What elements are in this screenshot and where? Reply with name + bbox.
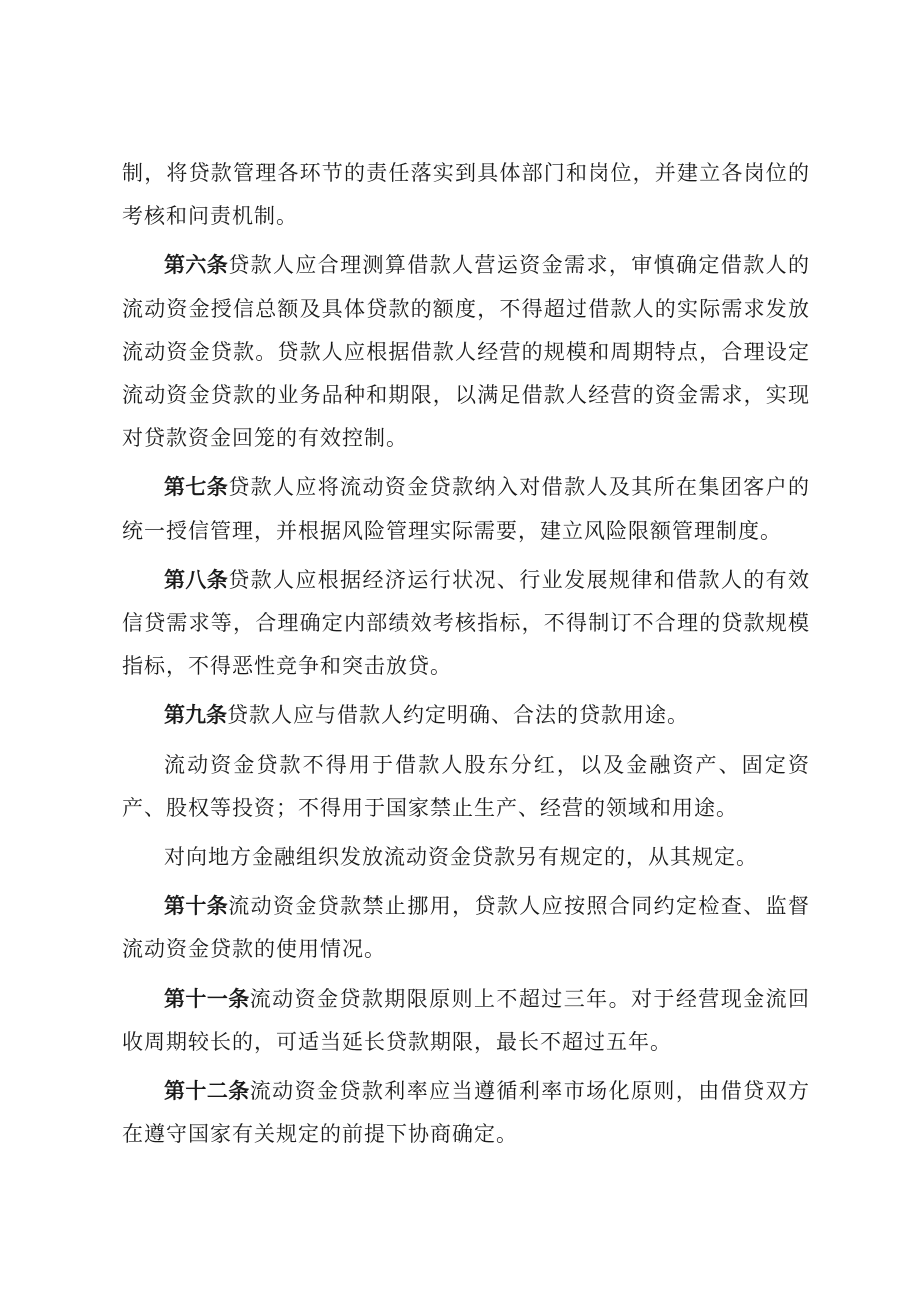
article-12 (122, 1070, 810, 1156)
article-text: 贷款人应合理测算借款人营运资金需求，审慎确定借款人的流动资金授信总额及具体贷款的额度，不得超过借款人的实际需求发放流动资金贷款。贷款人应根据借款人经营的规模和周期特点，合理设定流动资金贷款的业务品种和期限，以满足借款人经营的资金需求，实现对贷款资金回笼的有效控制。 (122, 253, 811, 451)
article-text: 贷款人应根据经济运行状况、行业发展规律和借款人的有效信贷需求等，合理确定内部绩效考核指标，不得制订不合理的贷款规模指标，不得恶性竞争和突击放贷。 (122, 567, 811, 679)
article-heading: 第十条 (164, 894, 229, 919)
article-10 (122, 885, 810, 971)
article-6 (122, 244, 810, 460)
article-text: 贷款人应与借款人约定明确、合法的贷款用途。 (227, 703, 689, 728)
paragraph-text: 制，将贷款管理各环节的责任落实到具体部门和岗位，并建立各岗位的考核和问责机制。 (122, 161, 810, 229)
article-text: 流动资金贷款利率应当遵循利率市场化原则，由借贷双方在遵守国家有关规定的前提下协商确定。 (122, 1079, 811, 1147)
article-9 (122, 694, 810, 737)
article-heading: 第十二条 (164, 1079, 250, 1104)
paragraph-continuation (122, 152, 810, 238)
article-heading: 第七条 (164, 475, 229, 500)
article-heading: 第十一条 (164, 986, 250, 1011)
article-11 (122, 978, 810, 1064)
article-8 (122, 559, 810, 689)
document-body (122, 152, 810, 1156)
article-7 (122, 466, 810, 552)
article-heading: 第九条 (164, 703, 227, 728)
article-text: 流动资金贷款禁止挪用，贷款人应按照合同约定检查、监督流动资金贷款的使用情况。 (122, 894, 811, 962)
article-text: 流动资金贷款期限原则上不超过三年。对于经营现金流回收周期较长的，可适当延长贷款期限，最长不超过五年。 (122, 986, 811, 1054)
article-9-clause-3 (122, 836, 810, 879)
paragraph-text: 对向地方金融组织发放流动资金贷款另有规定的，从其规定。 (164, 845, 758, 870)
article-heading: 第八条 (164, 567, 229, 592)
article-text: 贷款人应将流动资金贷款纳入对借款人及其所在集团客户的统一授信管理，并根据风险管理实际需要，建立风险限额管理制度。 (122, 475, 811, 543)
paragraph-text: 流动资金贷款不得用于借款人股东分红，以及金融资产、固定资产、股权等投资；不得用于国家禁止生产、经营的领域和用途。 (122, 752, 810, 820)
article-heading: 第六条 (164, 253, 229, 278)
article-9-clause-2 (122, 744, 810, 830)
